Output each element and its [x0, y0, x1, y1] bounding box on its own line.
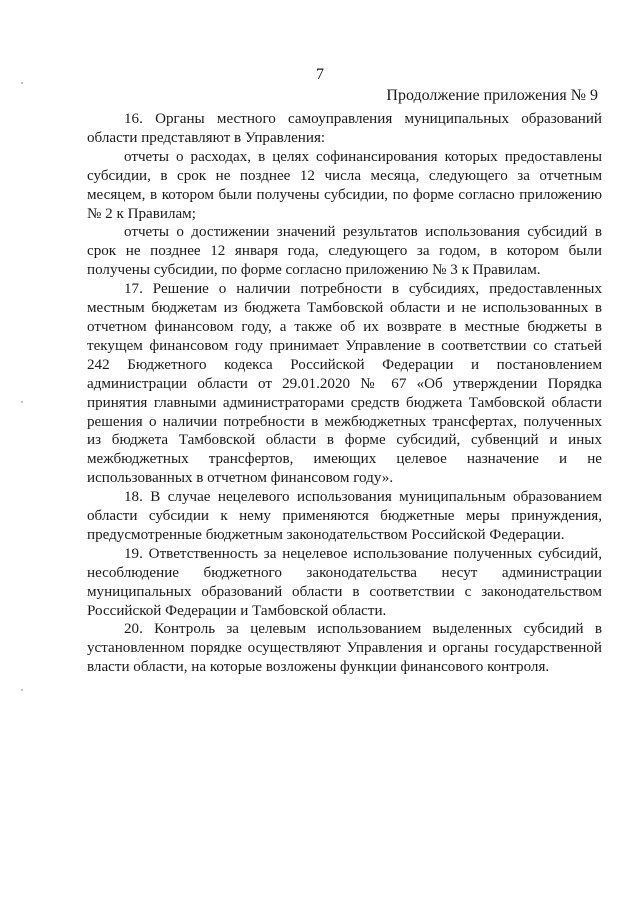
- scan-margin-mark: [21, 689, 23, 691]
- paragraph-17: 17. Решение о наличии потребности в субсидиях, предоставленных местным бюджетам из бюджета Тамбовской области и не использованных в отчетном финансовом году, а также об их возврате в местные бюджеты в текущем финансовом году принимает Управление в соответствии со статьей 242 Бюджетного кодекса Российской Федерации и постановлением администрации области от 29.01.2020 № 67 «Об утверждении Порядка принятия главными администраторами средств бюджета Тамбовской области решения о наличии потребности в межбюджетных трансфертах, полученных из бюджета Тамбовской области в форме субсидий, субвенций и иных межбюджетных трансфертов, имеющих целевое назначение и не использованных в отчетном финансовом году».: [87, 281, 602, 487]
- paragraph-20: 20. Контроль за целевым использованием выделенных субсидий в установленном порядке осуществляют Управления и органы государственной власти области, на которые возложены функции финансового контроля.: [87, 621, 602, 676]
- paragraph-18: 18. В случае нецелевого использования муниципальным образованием области субсидии к нему применяются бюджетные меры принуждения, предусмотренные бюджетным законодательством Российской Федерации.: [87, 489, 602, 543]
- paragraph-16: 16. Органы местного самоуправления муниципальных образований области представляют в Управления:: [87, 111, 602, 146]
- document-body: [87, 110, 602, 677]
- page-number: 7: [316, 66, 324, 83]
- appendix-continuation-note: Продолжение приложения № 9: [386, 87, 598, 104]
- scan-margin-mark: [21, 401, 23, 403]
- paragraph-16-item-expenses-report: отчеты о расходах, в целях софинансирования которых предоставлены субсидии, в срок не позднее 12 числа месяца, следующего за отчетным месяцем, в котором были получены субсидии, по форме согласно приложению № 2 к Правилам;: [87, 148, 602, 222]
- paragraph-16-item-results-report: отчеты о достижении значений результатов использования субсидий в срок не позднее 12 января года, следующего за годом, в котором были получены субсидии, по форме согласно приложению № 3 к Правилам.: [87, 224, 602, 279]
- paragraph-19: 19. Ответственность за нецелевое использование полученных субсидий, несоблюдение бюджетного законодательства несут администрации муниципальных образований области в соответствии с законодательством Российской Федерации и Тамбовской области.: [87, 545, 602, 619]
